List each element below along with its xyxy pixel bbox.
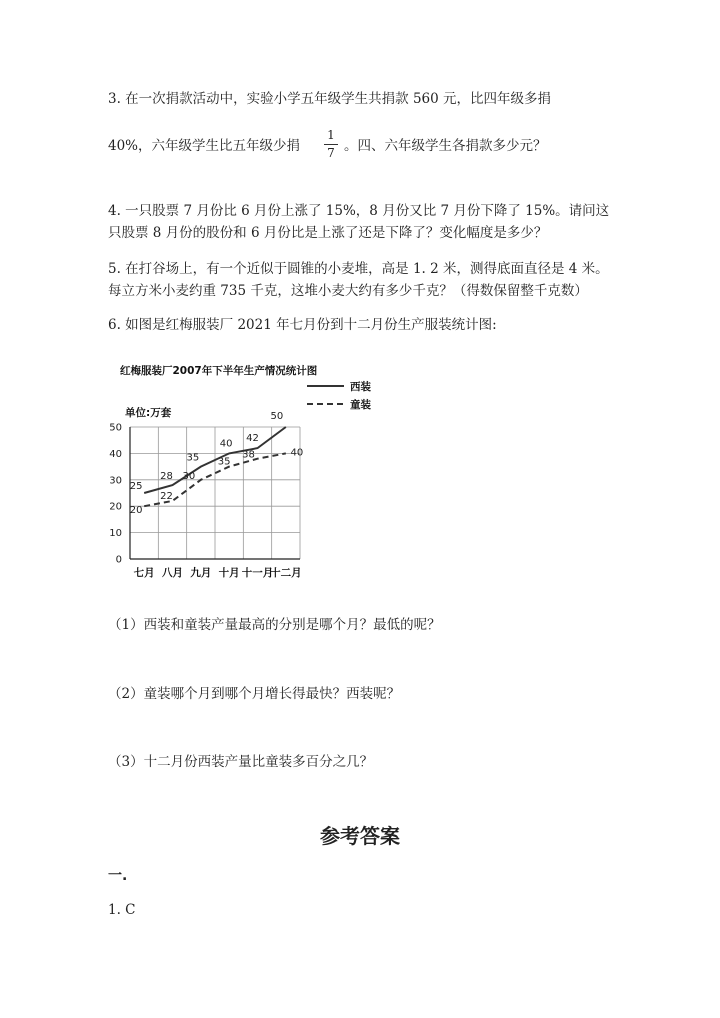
y-tick-label: 10 <box>109 528 122 540</box>
x-tick-label: 七月 <box>133 567 155 579</box>
fraction-denominator: 7 <box>327 146 335 160</box>
data-label-suit: 42 <box>246 433 259 445</box>
chart-legend <box>307 380 371 411</box>
data-label-suit: 25 <box>129 481 143 492</box>
y-tick-label: 40 <box>109 448 122 460</box>
legend-label-kids: 童装 <box>350 399 371 411</box>
fraction-numerator: 1 <box>327 128 335 142</box>
x-tick-label: 十一月 <box>241 567 274 579</box>
x-tick-label: 十月 <box>218 567 240 579</box>
data-label-suit: 28 <box>160 471 173 483</box>
data-label-kids: 38 <box>242 449 255 461</box>
x-tick-label: 十二月 <box>270 567 302 579</box>
data-label-kids: 35 <box>217 456 231 468</box>
question-5: 5. 在打谷场上，有一个近似于圆锥的小麦堆，高是 1. 2 米，测得底面直径是 4 米。每立方米小麦约重 735 千克，这堆小麦大约有多少千克？（得数保留整千克数） <box>108 261 609 299</box>
legend-label-suit: 西装 <box>350 381 371 393</box>
sub-question-2: （2）童装哪个月到哪个月增长得最快？西装呢？ <box>108 686 401 702</box>
data-label-suit: 40 <box>219 438 233 450</box>
data-label-kids: 30 <box>182 470 196 482</box>
question-3-line-2a: 40%，六年级学生比五年级少捐 <box>108 138 301 154</box>
data-label-kids: 22 <box>160 490 173 502</box>
data-label-suit: 50 <box>270 411 284 422</box>
chart-title: 红梅服装厂2007年下半年生产情况统计图 <box>120 365 318 377</box>
fraction-bar <box>324 144 338 145</box>
data-label-kids: 40 <box>290 447 304 459</box>
fraction-one-seventh <box>324 128 338 161</box>
answers-title: 参考答案 <box>320 824 400 848</box>
y-tick-label: 20 <box>109 501 122 513</box>
sub-question-3: （3）十二月份西装产量比童装多百分之几？ <box>108 754 374 770</box>
chart-unit-label: 单位:万套 <box>125 407 172 419</box>
question-4: 4. 一只股票 7 月份比 6 月份上涨了 15%，8 月份又比 7 月份下降了 15%。请问这只股票 8 月份的股份和 6 月份比是上涨了还是下降了？变化幅度是多少？ <box>108 203 610 241</box>
x-tick-label: 九月 <box>190 567 212 579</box>
answer-1: 1. C <box>108 902 136 918</box>
question-3-line-1: 3. 在一次捐款活动中，实验小学五年级学生共捐款 560 元，比四年级多捐 <box>108 91 552 107</box>
x-tick-label: 八月 <box>162 567 183 579</box>
question-6: 6. 如图是红梅服装厂 2021 年七月份到十二月份生产服装统计图: <box>108 317 497 333</box>
y-tick-label: 50 <box>109 422 122 434</box>
y-tick-label: 0 <box>115 554 122 566</box>
question-3-line-2b: 。四、六年级学生各捐款多少元？ <box>344 138 547 154</box>
data-label-kids: 20 <box>129 505 143 517</box>
production-line-chart <box>100 358 371 588</box>
sub-question-1: （1）西装和童装产量最高的分别是哪个月？最低的呢？ <box>108 617 441 633</box>
y-tick-label: 30 <box>109 475 122 487</box>
answers-section-heading: 一. <box>108 868 128 884</box>
data-label-suit: 35 <box>186 452 200 464</box>
